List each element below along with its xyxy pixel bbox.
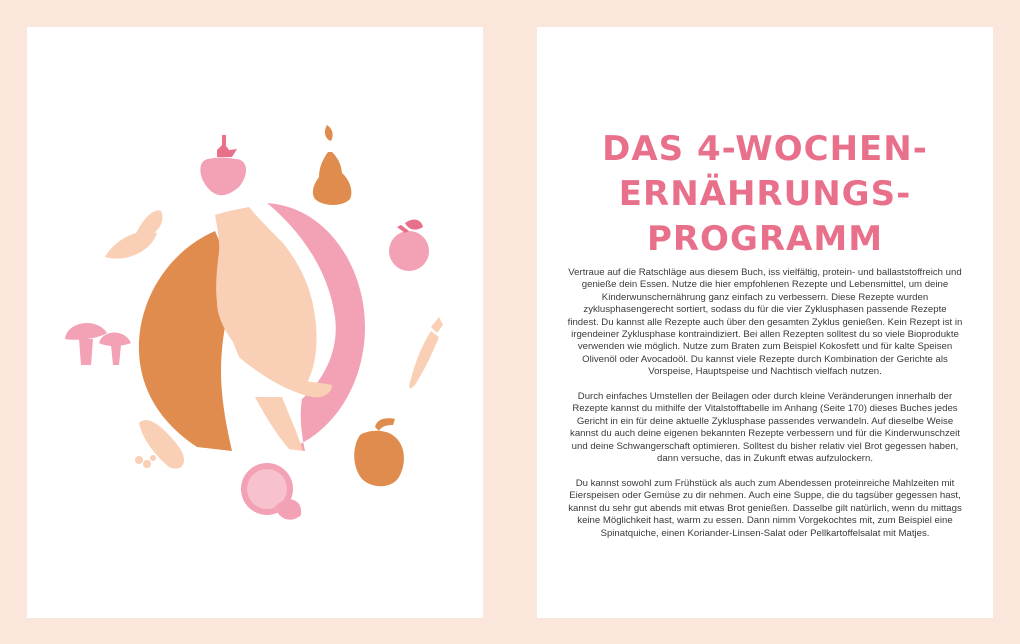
page-title bbox=[557, 127, 973, 262]
left-page bbox=[27, 27, 483, 618]
mushroom-icon bbox=[65, 323, 131, 365]
paragraph: Vertraue auf die Ratschläge aus diesem Buch, iss vielfältig, protein- und ballaststoffreich und genieße dein Essen. Nutze die hier empfohlenen Rezepte und Lebensmittel, um deine Kinderwunschernährung ganz einfach zu verbessern. Diese Rezepte wurden zyklusphasengerecht sortiert, sodass du für die vier Zyklusphasen passende Rezepte findest. Du kannst alle Rezepte auch über den gesamten Zyklus genießen. Kein Rezept ist in irgendeiner Zyklusphase kontraindiziert. Bei allen Rezepten solltest du so viele Bioprodukte verwenden wie möglich. Nutze zum Braten zum Beispiel Kokosfett und für kalte Speisen Olivenöl oder Avocadoöl. Du kannst viele Rezepte durch Kombination der Gerichte als Vorspeise, Hauptspeise und Nachtisch vielfach nutzen. bbox=[567, 267, 963, 378]
grapefruit-icon bbox=[241, 463, 301, 520]
carrot-icon bbox=[409, 317, 443, 388]
title-line: PROGRAMM bbox=[646, 219, 884, 259]
paragraph: Du kannst sowohl zum Frühstück als auch zum Abendessen proteinreiche Mahlzeiten mit Eierspeisen oder Gemüse zu dir nehmen. Auch eine Suppe, die du tagsüber gegessen hast, kannst du sehr gut abends mit etwas Brot genießen. Dasselbe gilt natürlich, wenn du mittags keine Möglichkeit hast, warm zu essen. Dann nimm Vorgekochtes mit, zum Beispiel eine Spinatquiche, einen Koriander-Linsen-Salat oder Pellkartoffelsalat mit Matjes. bbox=[568, 477, 962, 539]
figure-leg bbox=[255, 397, 303, 451]
apple-icon bbox=[389, 220, 429, 271]
body-text bbox=[567, 267, 963, 552]
right-page bbox=[537, 27, 993, 618]
paragraph: Durch einfaches Umstellen der Beilagen oder durch kleine Veränderungen innerhalb der Rezepte kannst du mithilfe der Vitalstofftabelle im Anhang (Seite 170) dieses Buches jedes Gericht in ein für deine aktuelle Zyklusphase passendes verwandeln. Auf dieselbe Weise kannst du auch deine eigenen bekannten Rezepte verbessern und für die Kinderwunschzeit und deine Schwangerschaft optimieren. Solltest du bisher relativ viel Brot gegessen haben, dann versuche, das in Zukunft etwas aufzulockern. bbox=[570, 391, 960, 465]
illustration bbox=[27, 27, 483, 618]
pear-icon bbox=[313, 125, 352, 205]
orange-slice-icon bbox=[105, 210, 162, 258]
bell-pepper-icon bbox=[354, 418, 404, 486]
title-line: DAS 4-WOCHEN- bbox=[602, 129, 928, 169]
strawberry-icon bbox=[200, 135, 246, 195]
title-line: ERNÄHRUNGS- bbox=[618, 174, 912, 214]
